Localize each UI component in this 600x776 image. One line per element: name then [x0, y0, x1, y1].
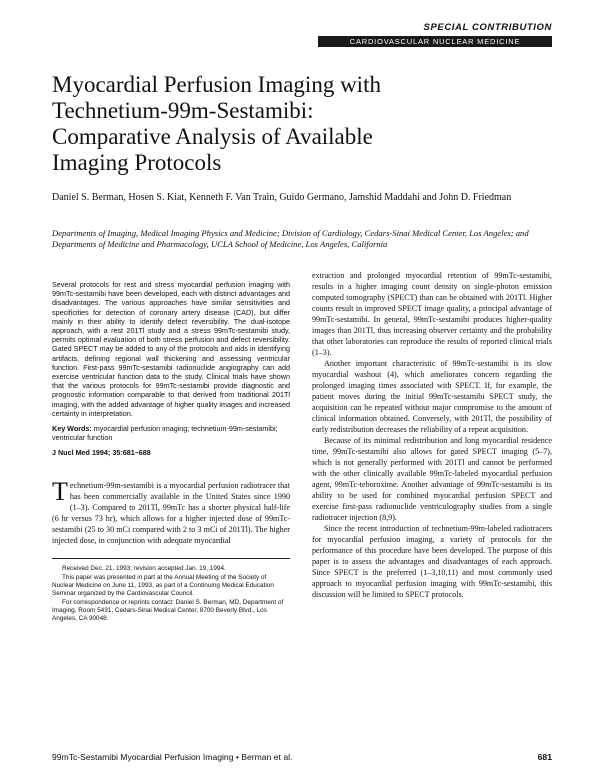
- body-paragraph: extraction and prolonged myocardial retention of 99mTc-sestamibi, results in a higher imaging count density on single-photon emission computed tomography (SPECT) than can be obtained with 201Tl. Higher counts result in improved SPECT image quality, a principal advantage of 99mTc-sestamibi. In general, 99mTc-sestamibi produces higher-quality images than 201Tl, thus increasing observer certainty and the probability that other laboratories can reproduce the results of reported clinical trials (1–3).: [312, 271, 552, 357]
- intro-paragraph: [52, 476, 290, 546]
- keywords: [52, 424, 290, 442]
- abstract: Several protocols for rest and stress myocardial perfusion imaging with 99mTc-sestamibi have been developed, each with distinct advantages and disadvantages. The various approaches have similar sensitivities and specificities for detection of coronary artery disease (CAD), but differ mainly in their ability to identify defect reversibility. The dual-isotope approach, with a rest 201Tl study and a stress 99mTc-sestamibi study, permits optimal evaluation of both stress perfusion and defect reversibility. Gated SPECT may be added to any of the protocols and aids in identifying artifacts, defining regional wall thickening and assessing ventricular function. First-pass 99mTc-sestamibi radionuclide angiography can add exercise ventricular function data to the study. Clinical trials have shown that the various protocols for 99mTc-sestamibi provide diagnostic and prognostic information comparable to that derived from traditional 201Tl imaging, with the added advantage of higher quality images and increased certainty in interpretation.: [52, 280, 290, 418]
- citation: J Nucl Med 1994; 35:681–688: [52, 448, 151, 458]
- footnote-presented: This paper was presented in part at the Annual Meeting of the Society of Nuclear Medicine on June 11, 1993, as part of a Continuing Medical Education Seminar organized by the Cardiovascular Council.: [52, 573, 274, 597]
- title-line: Myocardial Perfusion Imaging with: [52, 72, 381, 97]
- footnote-received: Received Dec. 21, 1993; revision accepted Jan. 19, 1994.: [62, 564, 226, 572]
- dropcap: T: [52, 476, 68, 506]
- footnote-divider: [52, 558, 290, 559]
- body-paragraph: Another important characteristic of 99mTc-sestamibi is its slow myocardial washout (4), which ameliorates concern regarding the prolonged imaging times associated with SPECT. If, for example, the patient moves during the initial 99mTc-sestamibi SPECT study, the acquisition can be repeated without major compromise to the amount of clinical information obtained. Conversely, with 201Tl, the possibility of early redistribution decreases the reliability of a repeat acquisition.: [312, 359, 552, 434]
- footnote-correspondence: For correspondence or reprints contact: Daniel S. Berman, MD, Department of Imaging, Room 5431, Cedars-Sinai Medical Center, 8700 Beverly Blvd., Los Angeles, CA 90048.: [52, 598, 284, 622]
- page-number: 681: [537, 752, 552, 762]
- affiliation: Departments of Imaging, Medical Imaging Physics and Medicine; Division of Cardiology, Cedars-Sinai Medical Center, Los Angeles; and Departments of Medicine and Pharmacology, UCLA School of Medicine, Los Angeles, California: [52, 228, 529, 249]
- title-line: Imaging Protocols: [52, 150, 222, 175]
- keywords-label: Key Words:: [52, 424, 92, 434]
- title-line: Technetium-99m-Sestamibi:: [52, 98, 314, 123]
- authors: Daniel S. Berman, Hosen S. Kiat, Kenneth F. Van Train, Guido Germano, Jamshid Maddahi and John D. Friedman: [52, 192, 512, 203]
- right-column: [312, 270, 552, 600]
- body-paragraph: Since the recent introduction of technetium-99m-labeled radiotracers for myocardial perfusion imaging, a variety of protocols for the performance of this procedure have been developed. The purpose of this paper is to assess the advantages and disadvantages of each approach. Since SPECT is the preferred (1–3,10,11) and most commonly used approach to myocardial perfusion imaging with 99mTc-sestamibi, this discussion will be limited to SPECT protocols.: [312, 524, 552, 599]
- section-bar: CARDIOVASCULAR NUCLEAR MEDICINE: [318, 36, 552, 47]
- title-line: Comparative Analysis of Available: [52, 124, 373, 149]
- section-label: SPECIAL CONTRIBUTION: [423, 22, 552, 33]
- keywords-text: myocardial perfusion imaging; technetium-99m-sestamibi; ventricular function: [52, 424, 278, 443]
- running-title: 99mTc-Sestamibi Myocardial Perfusion Imaging • Berman et al.: [52, 752, 293, 762]
- body-paragraph: Because of its minimal redistribution and long myocardial residence time, 99mTc-sestamibi also allows for gated SPECT imaging (5–7), which is not generally performed with 201Tl and cannot be performed with the other clinically available 99mTc-labeled myocardial perfusion agent, 99mTc-teboroxime. Another advantage of 99mTc-sestamibi is its ability to be used for combined myocardial perfusion SPECT and exercise first-pass radionuclide ventriculography studies from a single radiotracer injection (8,9).: [312, 436, 552, 522]
- left-column: [52, 280, 290, 624]
- intro-text: echnetium-99m-sestamibi is a myocardial perfusion radiotracer that has been commercially available in the United States since 1990 (1–3). Compared to 201Tl, 99mTc has a shorter physical half-life (6 hr versus 73 hr), which allows for a higher injected dose of 99mTc-sestamibi (25 to 30 mCi compared with 2 to 3 mCi of 201Tl). The higher injected dose, in conjunction with adequate myocardial: [52, 480, 290, 545]
- article-title: [52, 72, 532, 176]
